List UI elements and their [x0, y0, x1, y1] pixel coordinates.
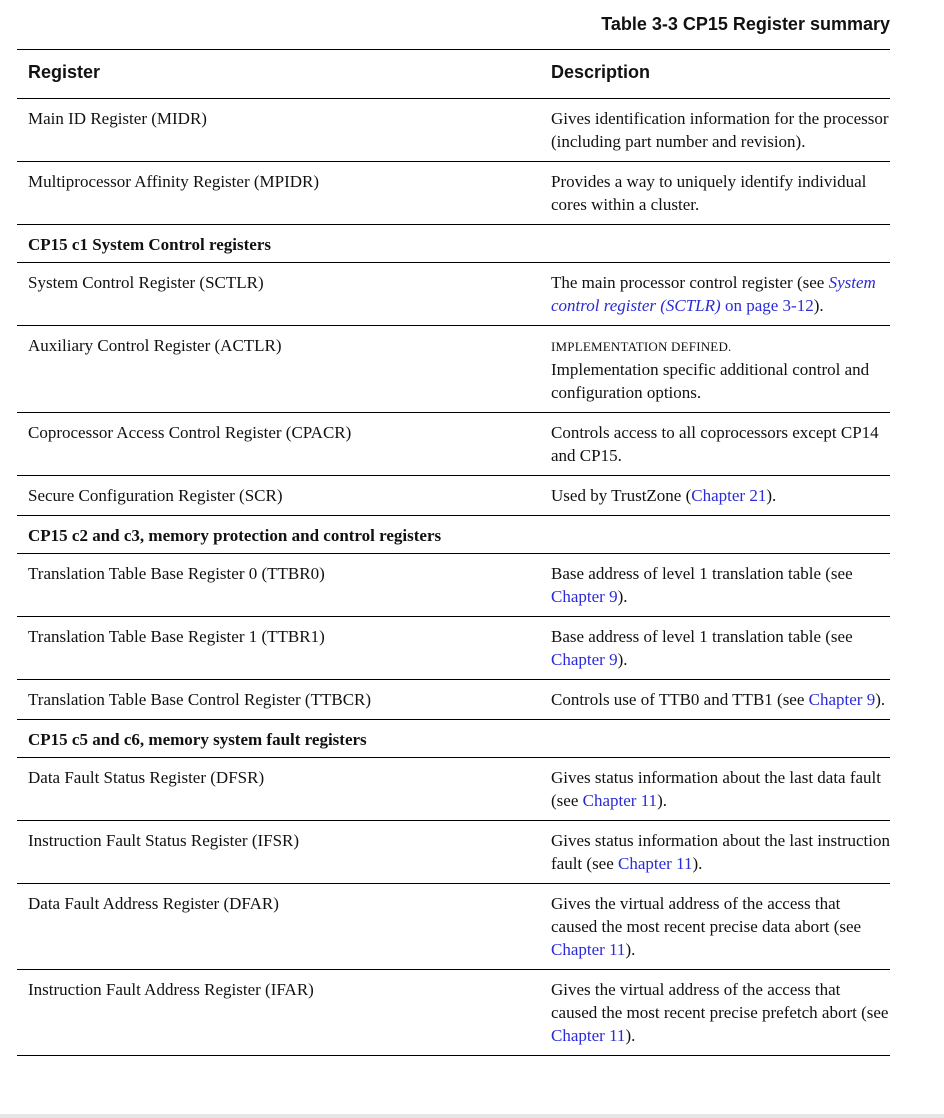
register-summary-table — [17, 50, 890, 1056]
cross-reference-link[interactable]: on page 3-12 — [720, 295, 814, 315]
table-row — [17, 679, 890, 719]
description-text: Gives the virtual address of the access that caused the most recent precise data abort (see — [551, 893, 862, 936]
table-caption — [17, 0, 890, 50]
cross-reference-link[interactable]: Chapter 11 — [582, 790, 658, 810]
description-text: Implementation specific additional control and configuration options. — [551, 359, 870, 402]
section-title: CP15 c5 and c6, memory system fault registers — [17, 719, 890, 757]
description-text: ). — [617, 586, 628, 606]
register-description — [540, 475, 890, 515]
section-title: CP15 c1 System Control registers — [17, 224, 890, 262]
table-row — [17, 98, 890, 161]
register-name: Main ID Register (MIDR) — [17, 98, 540, 161]
section-title: CP15 c2 and c3, memory protection and control registers — [17, 515, 890, 553]
description-text: The main processor control register (see — [551, 272, 829, 292]
register-name: Instruction Fault Address Register (IFAR) — [17, 969, 540, 1055]
register-description — [540, 679, 890, 719]
register-name: Translation Table Base Register 0 (TTBR0) — [17, 553, 540, 616]
register-name: Translation Table Base Control Register (TTBCR) — [17, 679, 540, 719]
description-text: Provides a way to uniquely identify individual cores within a cluster. — [551, 171, 867, 214]
cross-reference-link[interactable]: Chapter 11 — [551, 939, 626, 959]
cross-reference-link[interactable]: Chapter 9 — [808, 689, 876, 709]
register-name: System Control Register (SCTLR) — [17, 262, 540, 325]
table-row — [17, 883, 890, 969]
description-text: Gives the virtual address of the access that caused the most recent precise prefetch abort (see — [551, 979, 889, 1022]
table-caption-text: Table 3-3 CP15 Register summary — [601, 14, 890, 34]
cross-reference-link[interactable]: Chapter 11 — [551, 1025, 626, 1045]
cross-reference-link[interactable]: Chapter 11 — [618, 853, 693, 873]
register-description — [540, 553, 890, 616]
implementation-defined-label: IMPLEMENTATION DEFINED. — [551, 338, 732, 354]
cross-reference-link[interactable]: Chapter 9 — [551, 649, 618, 669]
register-description — [540, 820, 890, 883]
cross-reference-link[interactable]: Chapter 9 — [551, 586, 618, 606]
description-text: Base address of level 1 translation table (see — [551, 563, 853, 583]
register-description — [540, 98, 890, 161]
register-name: Multiprocessor Affinity Register (MPIDR) — [17, 161, 540, 224]
table-row — [17, 969, 890, 1055]
description-text: Gives status information about the last instruction fault (see — [551, 830, 891, 873]
section-row — [17, 224, 890, 262]
register-description — [540, 262, 890, 325]
register-name: Coprocessor Access Control Register (CPACR) — [17, 412, 540, 475]
description-text: Gives status information about the last data fault (see — [551, 767, 882, 810]
page-bottom-edge — [0, 1114, 944, 1118]
description-text: ). — [657, 790, 667, 810]
register-name: Data Fault Address Register (DFAR) — [17, 883, 540, 969]
description-text: Gives identification information for the processor (including part number and revision). — [551, 108, 889, 151]
table-row — [17, 820, 890, 883]
table-row — [17, 262, 890, 325]
description-text: ). — [625, 939, 636, 959]
table-row — [17, 553, 890, 616]
table-row — [17, 412, 890, 475]
table-body — [17, 98, 890, 1055]
register-description — [540, 883, 890, 969]
register-description — [540, 325, 890, 412]
description-text: Used by TrustZone ( — [551, 485, 692, 505]
table-header-row — [17, 50, 890, 98]
table-row — [17, 475, 890, 515]
register-name: Instruction Fault Status Register (IFSR) — [17, 820, 540, 883]
description-text: ). — [813, 295, 824, 315]
description-text: ). — [625, 1025, 636, 1045]
document-page — [17, 0, 890, 1056]
description-text: Base address of level 1 translation table (see — [551, 626, 853, 646]
register-description — [540, 161, 890, 224]
description-text: ). — [766, 485, 777, 505]
register-name: Translation Table Base Register 1 (TTBR1) — [17, 616, 540, 679]
register-description — [540, 757, 890, 820]
register-name: Data Fault Status Register (DFSR) — [17, 757, 540, 820]
table-row — [17, 616, 890, 679]
section-row — [17, 515, 890, 553]
description-text: ). — [692, 853, 703, 873]
register-description — [540, 969, 890, 1055]
register-name: Auxiliary Control Register (ACTLR) — [17, 325, 540, 412]
table-row — [17, 325, 890, 412]
register-name: Secure Configuration Register (SCR) — [17, 475, 540, 515]
cross-reference-link[interactable]: System control register (SCTLR) — [551, 272, 876, 315]
section-row — [17, 719, 890, 757]
table-row — [17, 161, 890, 224]
description-text: ). — [617, 649, 628, 669]
table-row — [17, 757, 890, 820]
description-text: Controls use of TTB0 and TTB1 (see — [551, 689, 809, 709]
register-description — [540, 412, 890, 475]
description-text: Controls access to all coprocessors except CP14 and CP15. — [551, 422, 879, 465]
header-register: Register — [17, 50, 540, 98]
cross-reference-link[interactable]: Chapter 21 — [691, 485, 767, 505]
header-description: Description — [540, 50, 890, 98]
description-text: ). — [875, 689, 886, 709]
register-description — [540, 616, 890, 679]
